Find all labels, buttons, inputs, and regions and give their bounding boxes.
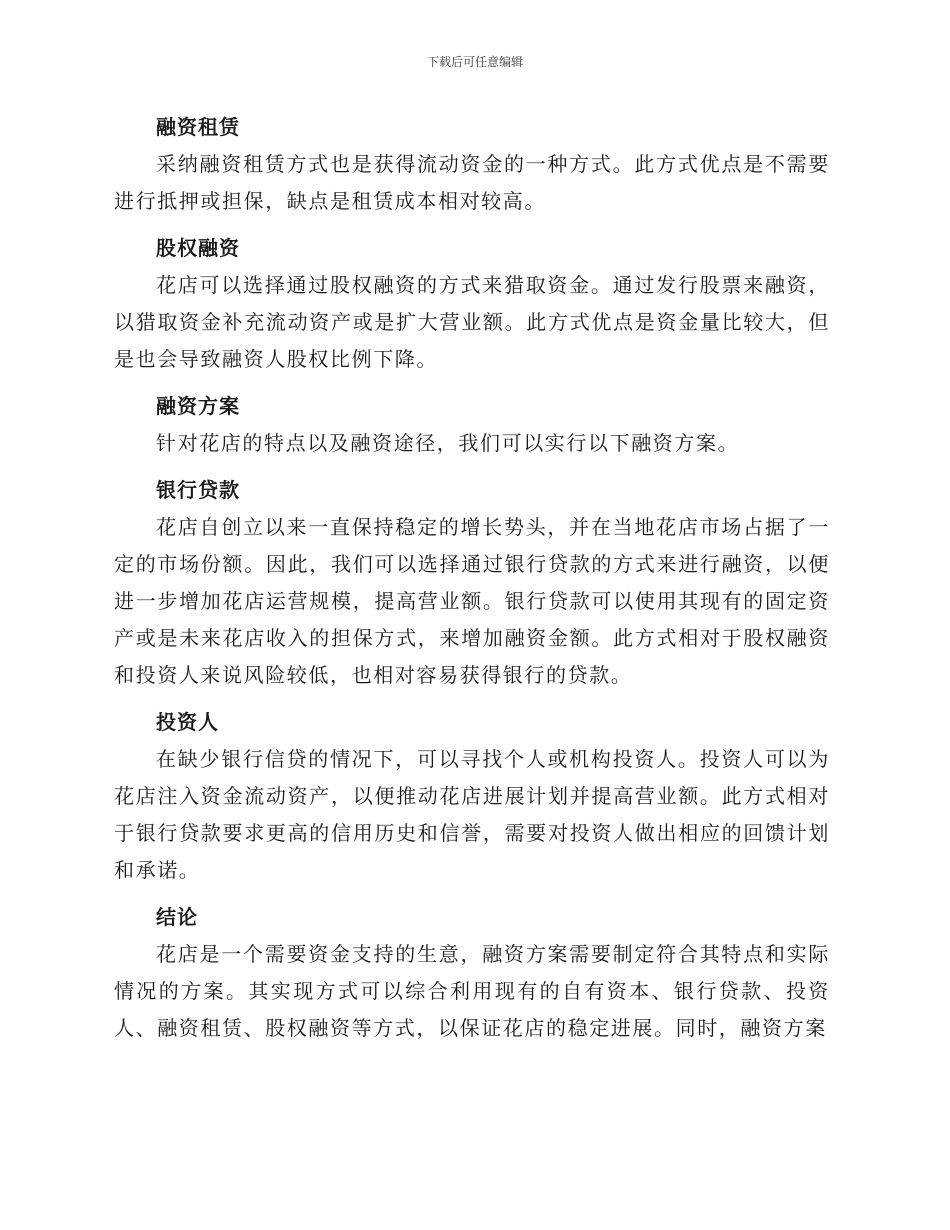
section-bank-loan <box>114 471 830 694</box>
section-heading: 投资人 <box>156 710 219 734</box>
section-conclusion <box>114 898 830 1047</box>
section-heading: 股权融资 <box>156 236 240 260</box>
section-equity-financing <box>114 229 830 378</box>
document-body <box>114 108 830 1056</box>
section-paragraph: 采纳融资租赁方式也是获得流动资金的一种方式。此方式优点是不需要进行抵押或担保，缺点是租赁成本相对较高。 <box>114 152 830 213</box>
section-financial-leasing <box>114 108 830 220</box>
section-heading: 融资方案 <box>156 394 240 418</box>
section-heading: 结论 <box>156 905 198 929</box>
section-heading: 银行贷款 <box>156 478 240 502</box>
section-paragraph: 花店是一个需要资金支持的生意，融资方案需要制定符合其特点和实际情况的方案。其实现方式可以综合利用现有的自有资本、银行贷款、投资人、融资租赁、股权融资等方式，以保证花店的稳定进展。同时，融资方案 <box>114 942 830 1040</box>
section-financing-plan <box>114 387 830 462</box>
section-investors <box>114 703 830 889</box>
section-paragraph: 针对花店的特点以及融资途径，我们可以实行以下融资方案。 <box>156 431 740 455</box>
section-paragraph: 在缺少银行信贷的情况下，可以寻找个人或机构投资人。投资人可以为花店注入资金流动资产，以便推动花店进展计划并提高营业额。此方式相对于银行贷款要求更高的信用历史和信誉，需要对投资人做出相应的回馈计划和承诺。 <box>114 747 830 882</box>
section-paragraph: 花店可以选择通过股权融资的方式来猎取资金。通过发行股票来融资，以猎取资金补充流动资产或是扩大营业额。此方式优点是资金量比较大，但是也会导致融资人股权比例下降。 <box>114 273 830 371</box>
section-heading: 融资租赁 <box>156 115 240 139</box>
section-paragraph: 花店自创立以来一直保持稳定的增长势头，并在当地花店市场占据了一定的市场份额。因此，我们可以选择通过银行贷款的方式来进行融资，以便进一步增加花店运营规模，提高营业额。银行贷款可以使用其现有的固定资产或是未来花店收入的担保方式，来增加融资金额。此方式相对于股权融资和投资人来说风险较低，也相对容易获得银行的贷款。 <box>114 515 830 687</box>
page-header: 下载后可任意编辑 <box>426 55 523 69</box>
